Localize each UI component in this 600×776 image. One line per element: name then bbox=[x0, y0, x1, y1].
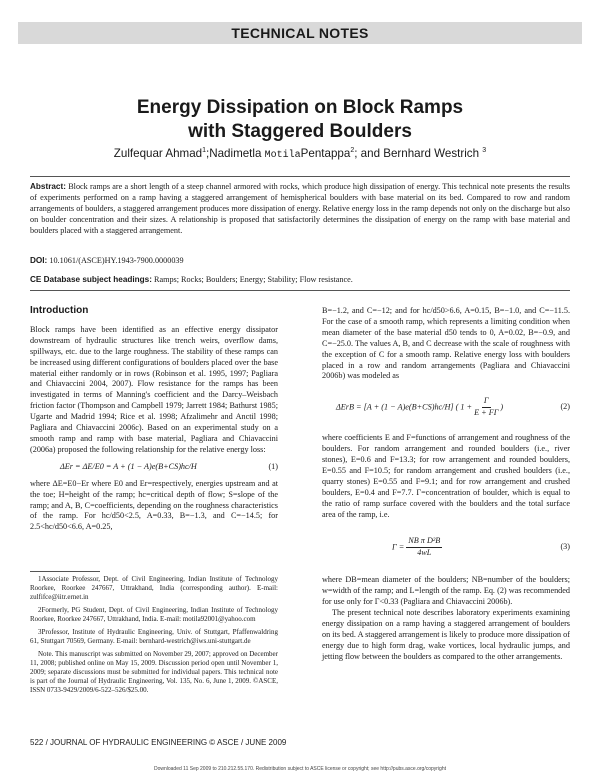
left-column bbox=[30, 306, 278, 533]
abstract-top-rule bbox=[30, 176, 570, 177]
equation-2-denominator: E + FΓ bbox=[474, 408, 499, 418]
author-3-affil: 3 bbox=[482, 147, 487, 154]
section-heading-introduction: Introduction bbox=[30, 305, 89, 316]
equation-2-numerator: Γ bbox=[482, 396, 491, 408]
equation-1-body: ΔEr = ΔE/E0 = A + (1 − A)e(B+CS)hc/H bbox=[60, 461, 197, 471]
keywords-value: Ramps; Rocks; Boulders; Energy; Stability; Flow resistance. bbox=[151, 275, 353, 284]
doi-line bbox=[30, 255, 570, 266]
footnote-3: 3Professor, Institute of Hydraulic Engineering, Univ. of Stuttgart, Pfaffenwaldring 61, Stuttgart 70569, Germany. E-mail: bernhard-westrich@iws.uni-stuttgart.de bbox=[30, 628, 278, 645]
footnote-note: Note. This manuscript was submitted on November 29, 2007; approved on December 11, 2008; published online on May 15, 2009. Discussion period open until November 1, 2009; separate discussions must be submitted for individual papers. This technical note is part of the Journal of Hydraulic Engineering, Vol. 135, No. 6, June 1, 2009. ©ASCE, ISSN 0733-9429/2009/6-522–526/$25.00. bbox=[30, 650, 278, 694]
abstract-text: Block ramps are a short length of a steep channel armored with rocks, which produce high dissipation of energy. This technical note presents the results of experiments performed on a ramp having a staggered arrangement of hemispherical boulders with base material on its bed. Compared to row and random arrangements of boulders, a staggered arrangement produces more dissipation of energy. Relative energy loss in the ramp depends not only on the discharge but also on boulder concentration and their sizes. A relationship is proposed that satisfactorily determines the dissipation of energy on the ramp with base material and boulders placed with a staggered arrangement. bbox=[30, 182, 570, 235]
equation-3-body bbox=[322, 536, 442, 559]
intro-paragraph-1: Block ramps have been identified as an effective energy dissipator downstream of hydraulic structures like trench weirs, overflow dams, spillways, etc. due to the large roughness. The stability of these ramps can be increased using different configurations of boulders placed over the base material either randomly or in rows (Robinson et al. 1995, 1997; Pagliara and Chiavaccini 2004, 2007). Flow resistance for the ramps has been investigated in terms of Manning's coefficient and the Darcy–Weisbach friction factor (Thompson and Campbell 1979; Jarrett 1984; Bathurst 1985; Ugarte and Madrid 1994; Rice et al. 1998; Afzalimehr and Anctil 1998; Pagliara and Chiavaccini 2006c). Based on an experimental study on a smooth ramp and ramp with base material, Pagliara and Chiavaccini (2006a) proposed the following relationship for the relative energy loss: bbox=[30, 324, 278, 454]
author-1-affil: 1 bbox=[202, 147, 206, 154]
intro-paragraph-2: where ΔE=E0−Er where E0 and Er=respectively, energies upstream and at the toe; H=height of the ramp; hc=critical depth of flow; S=slope of the ramp; and A, B, C=coefficients, depending on the roughness characteristics of the ramp. For hc/d50<2.5, A=0.33, B=−1.3, and C=−14.5; for 2.5<hc/d50<6.6, A=0.25, bbox=[30, 478, 278, 532]
author-list: Zulfequar Ahmad$^1$;Nadimetla MotilaPentappa$^2$; and Bernhard Westrich $^3$ bbox=[113, 146, 487, 161]
equation-3-left: Γ = bbox=[392, 542, 405, 552]
footnotes bbox=[30, 575, 278, 699]
footnote-rule bbox=[30, 571, 100, 572]
equation-3-number: (3) bbox=[560, 542, 570, 552]
author-1: Zulfequar Ahmad bbox=[113, 146, 203, 160]
equation-2 bbox=[322, 396, 570, 419]
author-3: ; and Bernhard Westrich bbox=[354, 146, 480, 160]
keywords-line bbox=[30, 274, 570, 285]
equation-3 bbox=[322, 536, 570, 559]
equation-3-numerator: NB π D²B bbox=[406, 536, 442, 548]
keywords-bottom-rule bbox=[30, 290, 570, 291]
right-paragraph-3: where DB=mean diameter of the boulders; NB=number of the boulders; w=width of the ramp; and L=length of the ramp. Eq. (2) was recommended for use only for Γ<0.33 (Pagliara and Chiavaccini 2006b). bbox=[322, 575, 570, 607]
equation-2-close: ) bbox=[500, 402, 504, 412]
right-column bbox=[322, 306, 570, 662]
right-paragraph-2: where coefficients E and F=functions of arrangement and roughness of the boulders. For random arrangement and rounded boulders (i.e., river stones), E=0.6 and F=13.3; for row arrangement and rounded boulders, E=0.55 and F=10.5; for random arrangement and crushed boulders (i.e., quarry stones) E=0.55 and F=9.1; and for row arrangement and crushed boulders, E=0.4 and F=7.7. Γ=concentration of boulder, which is equal to the ratio of ramp surface covered with the boulders and the total surface area of the ramp, i.e. bbox=[322, 433, 570, 519]
download-notice: Downloaded 11 Sep 2009 to 210.212.55.170. Redistribution subject to ASCE license or copyright; see http://pubs.asce.org/copyright bbox=[153, 766, 447, 772]
equation-2-fraction bbox=[474, 396, 498, 419]
equation-2-left: ΔErB = [A + (1 − A)e(B+CS)hc/H] ( 1 + bbox=[336, 402, 473, 412]
footnote-2: 2Formerly, PG Student, Dept. of Civil Engineering, Indian Institute of Technology Roorkee, Roorkee 247667, Uttrakhand, India. E-mail: motila92001@yahoo.com bbox=[30, 606, 278, 623]
author-2-affil: 2 bbox=[350, 147, 355, 154]
abstract-label: Abstract: bbox=[30, 182, 66, 191]
right-paragraph-4: The present technical note describes laboratory experiments examining energy dissipation on a ramp having a staggered arrangement of boulders on its bed. A staggered arrangement is likely to produce more dissipation of energy due to high form drag, wake vortices, local hydraulic jumps, and jetting flow between the boulders as compared to the other arrangements. bbox=[322, 607, 570, 661]
keywords-label: CE Database subject headings: bbox=[30, 275, 152, 284]
abstract bbox=[30, 181, 570, 236]
equation-2-body bbox=[322, 396, 503, 419]
paper-title bbox=[40, 96, 560, 144]
title-line-2: with Staggered Boulders bbox=[188, 121, 412, 142]
footnote-1: 1Associate Professor, Dept. of Civil Engineering, Indian Institute of Technology Roorkee, Roorkee 247667, Uttrakhand, India (corresponding author). E-mail: zulfifce@iitr.ernet.in bbox=[30, 575, 278, 601]
section-header: TECHNICAL NOTES bbox=[18, 22, 582, 44]
equation-3-denominator: 4wL bbox=[417, 548, 432, 558]
author-2: Nadimetla bbox=[209, 146, 265, 160]
equation-3-fraction bbox=[406, 536, 442, 559]
author-2-surname: Pentappa bbox=[300, 146, 351, 160]
title-line-1: Energy Dissipation on Block Ramps bbox=[136, 97, 464, 118]
equation-2-number: (2) bbox=[560, 402, 570, 412]
right-paragraph-1: B=−1.2, and C=−12; and for hc/d50>6.6, A=0.15, B=−1.0, and C=−11.5. For the case of a smooth ramp, which represents a limiting condition when mean diameter of the base material d50 tends to 0, A=0.02, B=−0.9, and C=−25.0. The values A, B, and C decrease with the scale of roughness with the exception of C for a smooth ramp. Relative energy loss with boulders placed in a row and random arrangements (Pagliara and Chiavaccini 2006b) was modeled as bbox=[322, 306, 570, 381]
doi-label: DOI: bbox=[30, 256, 48, 265]
doi-value[interactable]: 10.1061/(ASCE)HY.1943-7900.0000039 bbox=[47, 256, 184, 265]
page-footer: 522 / JOURNAL OF HYDRAULIC ENGINEERING © ASCE / JUNE 2009 bbox=[30, 738, 287, 747]
equation-1 bbox=[30, 462, 278, 473]
author-2-overlay: Motila bbox=[264, 149, 301, 161]
equation-1-number: (1) bbox=[268, 461, 278, 471]
